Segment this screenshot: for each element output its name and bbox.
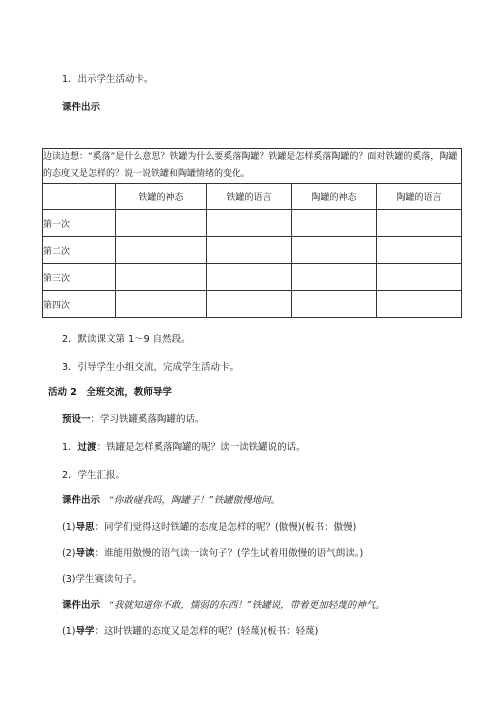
empty-cell (207, 210, 292, 237)
empty-cell (292, 291, 377, 318)
contest-reading-line: (3)学生赛读句子。 (62, 574, 142, 585)
empty-cell (292, 237, 377, 264)
empty-cell (292, 264, 377, 291)
empty-cell (116, 264, 207, 291)
preset-one-line (62, 413, 205, 427)
courseware-show-label: 课件出示 (62, 102, 101, 113)
transition-text: ：铁罐是怎样奚落陶罐的呢？读一读铁罐说的话。 (96, 442, 306, 453)
guide-label: 导思 (75, 522, 95, 533)
guide-text: ：这时铁罐的态度又是怎样的呢？(轻蔑)(板书：轻蔑) (94, 626, 319, 637)
table-row (43, 291, 462, 318)
empty-cell (116, 237, 207, 264)
table-header-cell: 铁罐的神态 (116, 184, 207, 210)
guide-read-line (62, 547, 363, 561)
courseware-show-line-1 (62, 494, 280, 508)
empty-cell (207, 291, 292, 318)
guide-text: ：同学们觉得这时铁罐的态度是怎样的呢？(傲慢)(板书：傲慢) (94, 522, 357, 533)
row-label: 第一次 (43, 210, 116, 237)
preset-text: ：学习铁罐奚落陶罐的话。 (90, 414, 205, 425)
table-row (43, 264, 462, 291)
empty-cell (377, 210, 462, 237)
courseware-quote: “你敢碰我吗，陶罐子！”铁罐傲慢地问。 (109, 495, 281, 506)
courseware-quote: “我就知道你不敢，懦弱的东西！”铁罐说，带着更加轻蔑的神气。 (109, 600, 385, 611)
instruction-silent-reading: 2．默读课文第 1～9 自然段。 (62, 334, 191, 345)
empty-cell (116, 210, 207, 237)
instruction-group-discussion: 3．引导学生小组交流，完成学生活动卡。 (62, 362, 240, 373)
student-report-line: 2．学生汇报。 (62, 470, 126, 481)
empty-cell (377, 237, 462, 264)
empty-cell (207, 264, 292, 291)
activity-2-heading: 活动 2 全班交流，教师导学 (48, 387, 172, 398)
instruction-show-activity-card: 1．出示学生活动卡。 (62, 74, 154, 85)
transition-label: 过渡 (77, 442, 97, 453)
empty-cell (377, 264, 462, 291)
item-number: (1) (62, 522, 76, 533)
empty-cell (292, 210, 377, 237)
table-row (43, 237, 462, 264)
activity-card-table (42, 148, 462, 318)
courseware-show-label: 课件出示 (62, 495, 101, 506)
item-number: (1) (62, 626, 76, 637)
table-header-cell (43, 184, 116, 210)
row-label: 第二次 (43, 237, 116, 264)
row-label: 第三次 (43, 264, 116, 291)
row-label: 第四次 (43, 291, 116, 318)
table-intro: 边读边想：“奚落”是什么意思？铁罐为什么要奚落陶罐？铁罐是怎样奚落陶罐的？面对铁罐的奚落，陶罐的态度又是怎样的？说一说铁罐和陶罐情绪的变化。 (43, 149, 462, 184)
guide-label: 导学 (75, 626, 95, 637)
empty-cell (207, 237, 292, 264)
guide-learn-line (62, 625, 318, 639)
courseware-show-label: 课件出示 (62, 600, 101, 611)
guide-label: 导读 (75, 548, 95, 559)
table-header-cell: 陶罐的神态 (292, 184, 377, 210)
table-row (43, 210, 462, 237)
preset-label: 预设一 (62, 414, 91, 425)
table-header-row (43, 184, 462, 210)
transition-line (62, 441, 306, 455)
transition-number: 1． (62, 442, 78, 453)
guide-text: ：谁能用傲慢的语气读一读句子？(学生试着用傲慢的语气朗读。) (94, 548, 364, 559)
empty-cell (377, 291, 462, 318)
courseware-show-line-2 (62, 599, 385, 613)
table-header-cell: 铁罐的语言 (207, 184, 292, 210)
empty-cell (116, 291, 207, 318)
table-header-cell: 陶罐的语言 (377, 184, 462, 210)
item-number: (2) (62, 548, 76, 559)
guide-think-line (62, 521, 356, 535)
